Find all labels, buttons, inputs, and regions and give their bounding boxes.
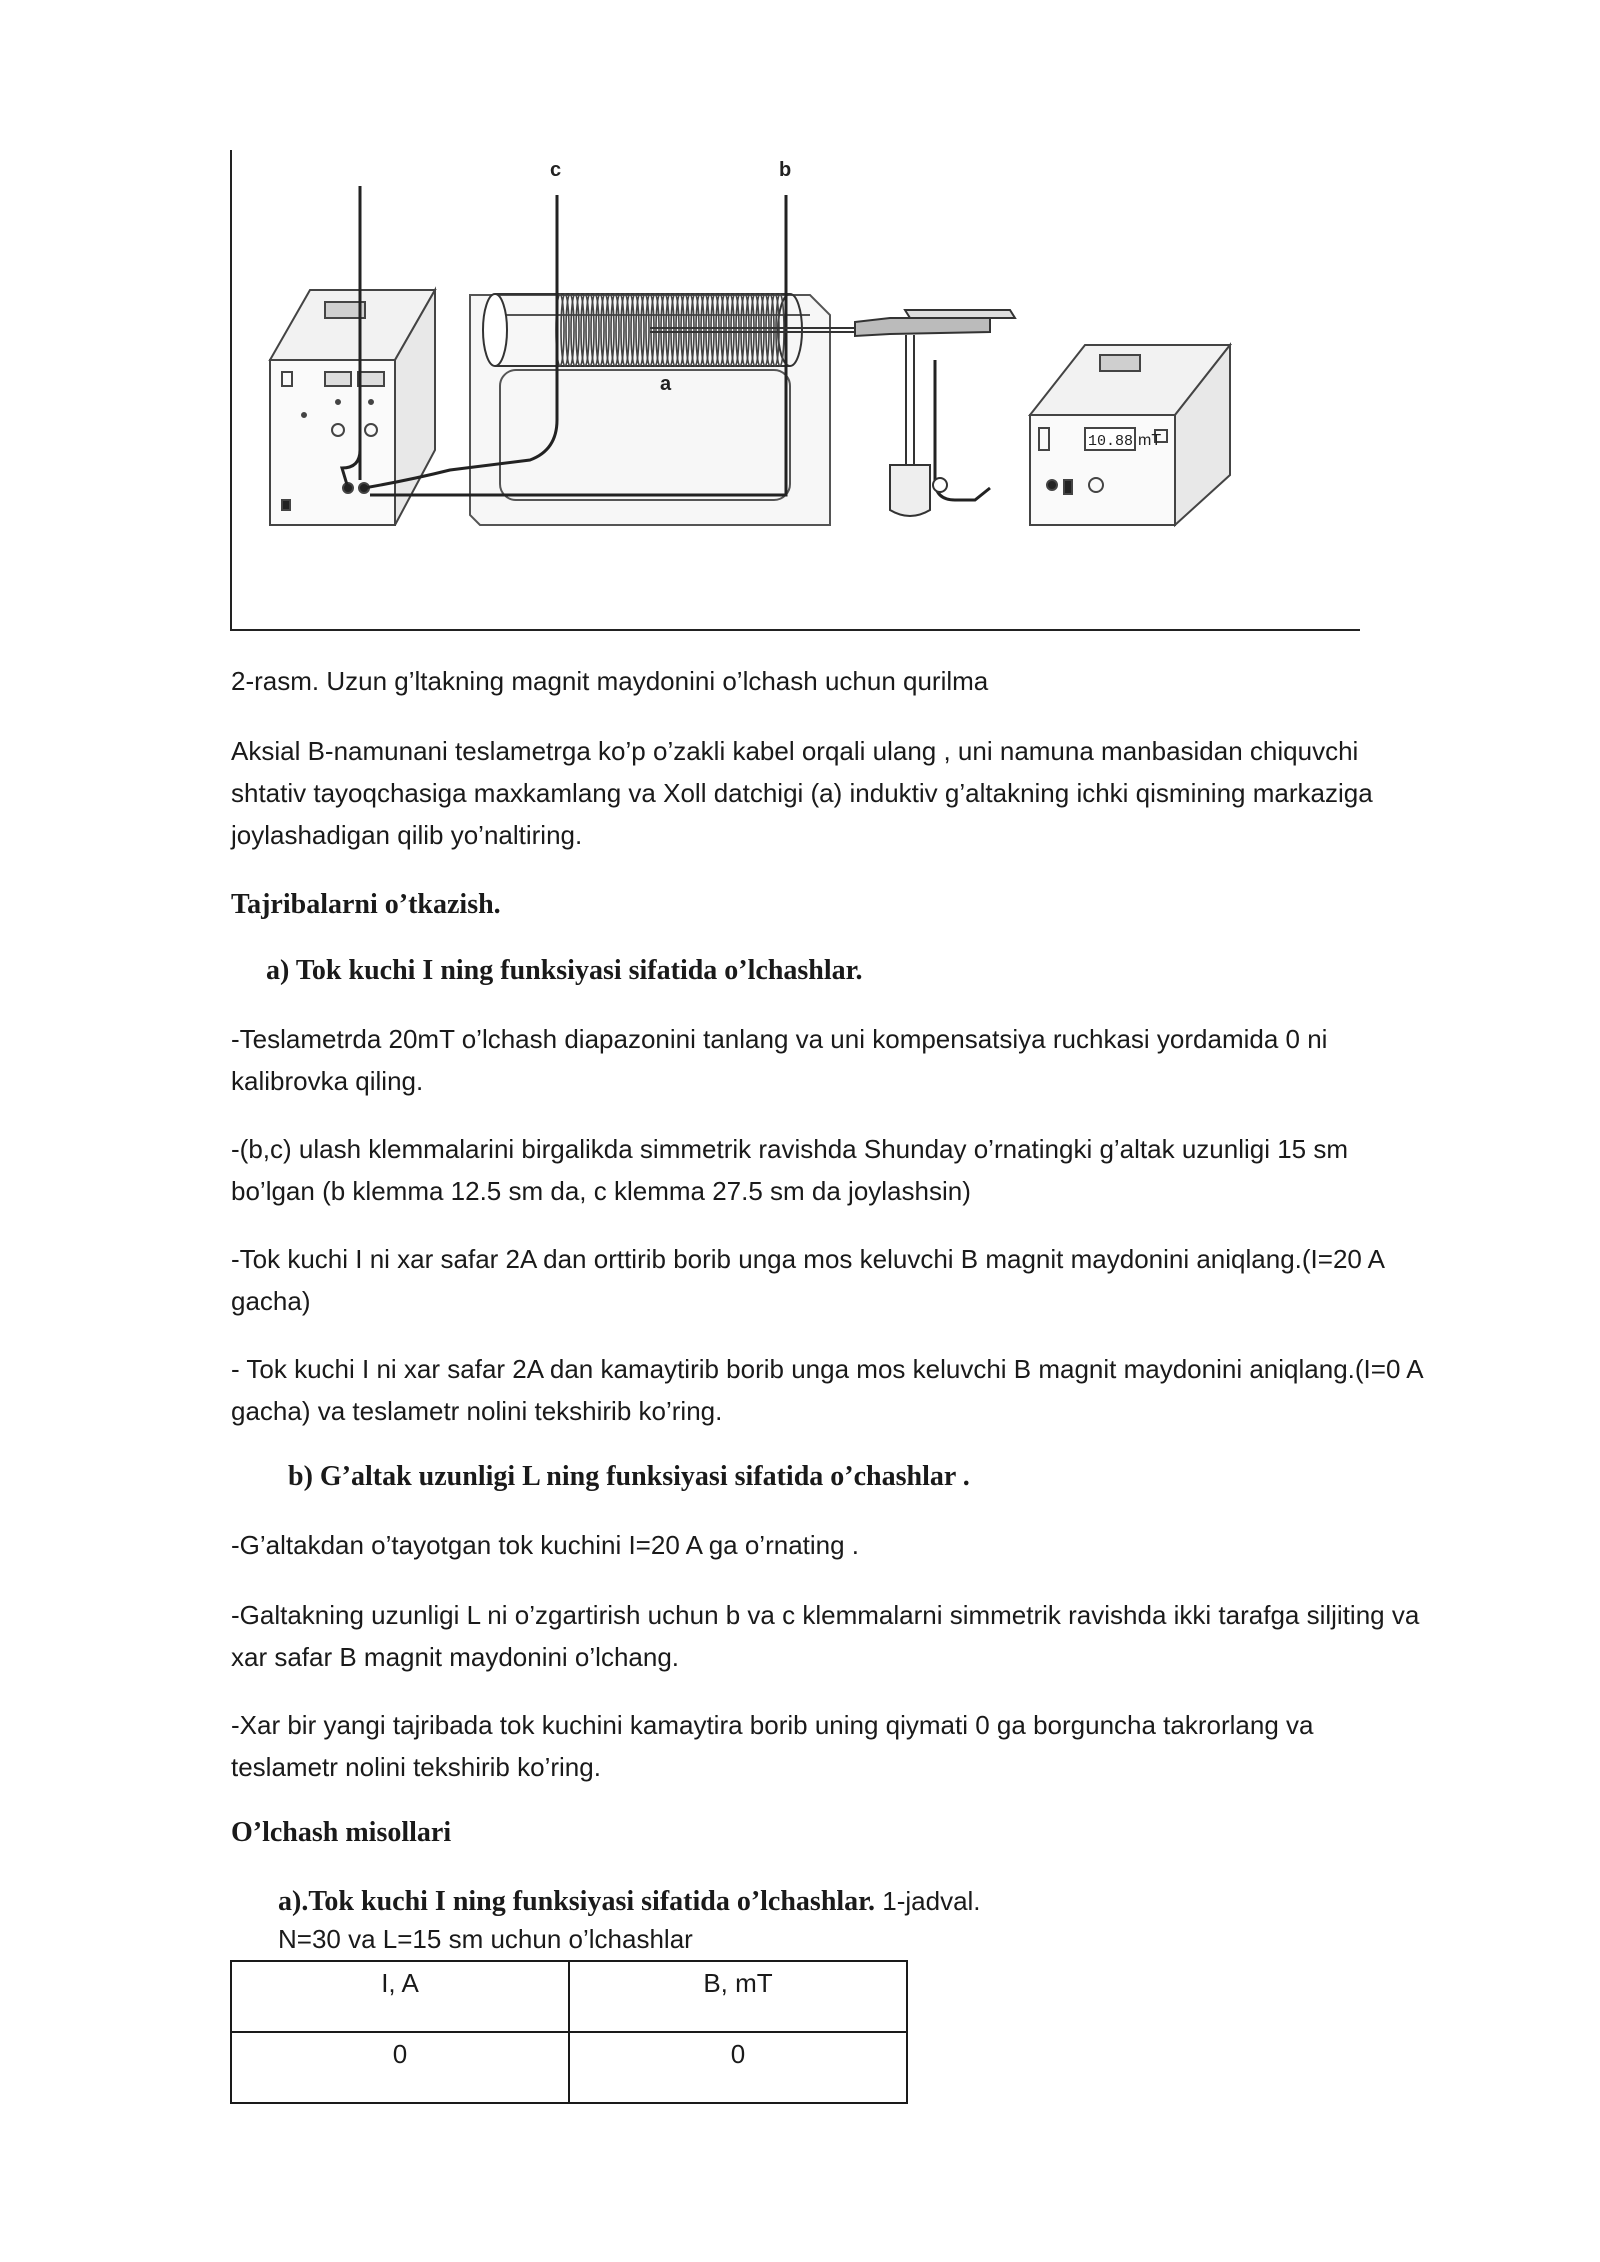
label-b: b <box>779 159 792 181</box>
measurement-table <box>230 1960 908 2104</box>
apparatus-drawing <box>230 150 1360 632</box>
intro-line-2: shtativ tayoqchasiga maxkamlang va Xoll datchigi (a) induktiv g’altakning ichki qismining markaziga <box>231 778 1373 808</box>
step-a1-line2: kalibrovka qiling. <box>231 1066 424 1096</box>
step-a3-line2: gacha) <box>231 1286 311 1316</box>
step-a1-line1: -Teslametrda 20mT o’lchash diapazonini tanlang va uni kompensatsiya ruchkasi yordamida 0 ni <box>231 1024 1328 1054</box>
apparatus-figure <box>230 150 1360 632</box>
table-header-row <box>231 1961 907 2032</box>
table-header-cell: I, A <box>231 1961 569 2032</box>
step-a4-line2: gacha) va teslametr nolini tekshirib ko’ring. <box>231 1396 723 1426</box>
heading-experiments: Tajribalarni o’tkazish. <box>231 889 501 920</box>
step-b1-line1: -G’altakdan o’tayotgan tok kuchini I=20 A ga o’rnating . <box>231 1530 860 1560</box>
teslameter-reading: 10.88 <box>1088 433 1134 450</box>
step-b2-line1: -Galtakning uzunligi L ni o’zgartirish uchun b va c klemmalarni simmetrik ravishda ikki tarafga siljiting va <box>231 1600 1420 1630</box>
table-cell: 0 <box>231 2032 569 2103</box>
step-a2-line1: -(b,c) ulash klemmalarini birgalikda simmetrik ravishda Shunday o’rnatingki g’altak uzunligi 15 sm <box>231 1134 1349 1164</box>
label-c: c <box>550 159 562 181</box>
table-row <box>231 2032 907 2103</box>
intro-line-3: joylashadigan qilib yo’naltiring. <box>231 820 583 850</box>
figure-caption: 2-rasm. Uzun g’ltakning magnit maydonini o’lchash uchun qurilma <box>231 666 989 696</box>
step-a2-line2: bo’lgan (b klemma 12.5 sm da, c klemma 27.5 sm da joylashsin) <box>231 1176 971 1206</box>
power-supply-unit <box>270 290 435 525</box>
step-a3-line1: -Tok kuchi I ni xar safar 2A dan orttirib borib unga mos keluvchi B magnit maydonini aniqlang.(I=20 A <box>231 1244 1386 1274</box>
step-b2-line2: xar safar B magnit maydonini o’lchang. <box>231 1642 680 1672</box>
table-header-cell: B, mT <box>569 1961 907 2032</box>
teslameter-unit-label: mT <box>1138 432 1162 449</box>
table-reference: 1-jadval. <box>875 1886 981 1916</box>
table-title-line <box>278 1880 1558 1923</box>
step-b3-line2: teslametr nolini tekshirib ko’ring. <box>231 1752 601 1782</box>
table-section-title: a).Tok kuchi I ning funksiyasi sifatida o’lchashlar. <box>278 1886 876 1917</box>
section-a-title: a) Tok kuchi I ning funksiyasi sifatida o’lchashlar. <box>266 955 863 986</box>
intro-line-1: Aksial B-namunani teslametrga ko’p o’zakli kabel orqali ulang , uni namuna manbasidan chiquvchi <box>231 736 1359 766</box>
heading-examples: O’lchash misollari <box>231 1817 452 1848</box>
step-a4-line1: - Tok kuchi I ni xar safar 2A dan kamaytirib borib unga mos keluvchi B magnit maydonini aniqlang.(I=0 A <box>231 1354 1424 1384</box>
label-a: a <box>660 373 672 395</box>
section-b-title: b) G’altak uzunligi L ning funksiyasi sifatida o’chashlar . <box>288 1461 970 1492</box>
table-subtitle: N=30 va L=15 sm uchun o’lchashlar <box>278 1924 693 1954</box>
table-cell: 0 <box>569 2032 907 2103</box>
step-b3-line1: -Xar bir yangi tajribada tok kuchini kamaytira borib uning qiymati 0 ga borguncha takrorlang va <box>231 1710 1314 1740</box>
